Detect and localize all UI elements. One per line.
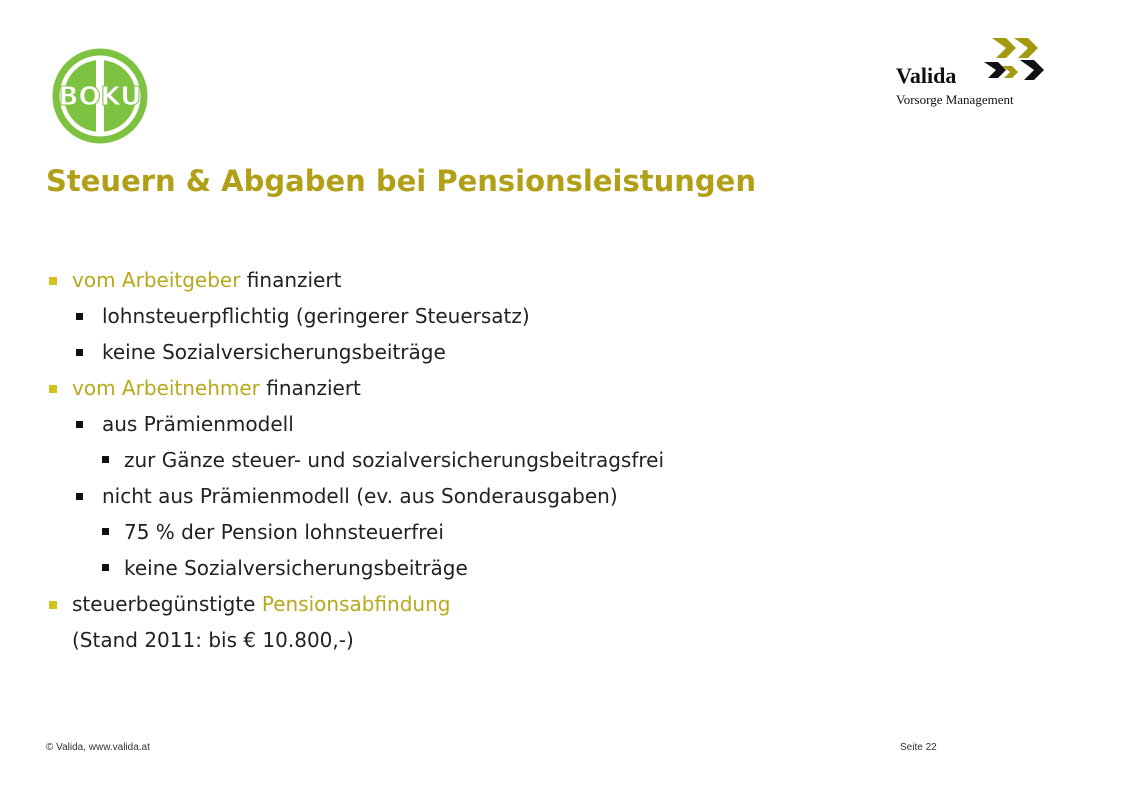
bullet-marker-icon (102, 456, 109, 463)
bullet-marker-icon (49, 601, 57, 609)
bullet-marker-icon (49, 385, 57, 393)
bullet-employer-financed (46, 262, 946, 298)
bullet-text: aus Prämienmodell (102, 412, 294, 436)
bullet-text: nicht aus Prämienmodell (ev. aus Sonderausgaben) (102, 484, 618, 508)
valida-logo (896, 38, 1056, 114)
bullet-marker-icon (76, 349, 83, 356)
bullet-text: zur Gänze steuer- und sozialversicherungsbeitragsfrei (124, 448, 665, 472)
bullet-text: 75 % der Pension lohnsteuerfrei (124, 520, 444, 544)
slide-title: Steuern & Abgaben bei Pensionsleistungen (46, 164, 756, 198)
highlight-settlement: Pensionsabfindung (261, 592, 451, 616)
bullet-tax-favored-settlement (46, 586, 946, 622)
bullet-not-premium-model (46, 478, 946, 514)
bullet-75-percent (46, 514, 946, 550)
footer-page-number: Seite 22 (900, 742, 937, 753)
valida-subtitle: Vorsorge Management (896, 92, 1014, 107)
bullet-marker-icon (102, 564, 109, 571)
bullet-marker-icon (102, 528, 109, 535)
bullet-list (46, 262, 946, 658)
bullet-text: keine Sozialversicherungsbeiträge (124, 556, 468, 580)
bullet-marker-icon (49, 277, 57, 285)
bullet-fully-exempt (46, 442, 946, 478)
bullet-employee-financed (46, 370, 946, 406)
bullet-no-social-security-2 (46, 550, 946, 586)
bullet-text: steuerbegünstigte (72, 592, 262, 616)
footer-copyright: © Valida, www.valida.at (46, 742, 150, 753)
bullet-no-social-security (46, 334, 946, 370)
highlight-employee: vom Arbeitnehmer (72, 376, 260, 400)
valida-name: Valida (896, 63, 957, 88)
bullet-text: finanziert (240, 268, 342, 292)
boku-logo (52, 48, 148, 144)
bullet-marker-icon (76, 493, 83, 500)
bullet-marker-icon (76, 313, 83, 320)
bullet-text: lohnsteuerpflichtig (geringerer Steuersatz) (102, 304, 530, 328)
bullet-continuation (46, 622, 946, 658)
bullet-text: keine Sozialversicherungsbeiträge (102, 340, 446, 364)
valida-mark-icon (984, 38, 1048, 86)
bullet-premium-model (46, 406, 946, 442)
boku-logo-text: BOKU (58, 82, 142, 112)
bullet-wage-tax (46, 298, 946, 334)
bullet-marker-icon (76, 421, 83, 428)
bullet-text: (Stand 2011: bis € 10.800,-) (72, 628, 354, 652)
bullet-text: finanziert (259, 376, 361, 400)
highlight-employer: vom Arbeitgeber (72, 268, 241, 292)
